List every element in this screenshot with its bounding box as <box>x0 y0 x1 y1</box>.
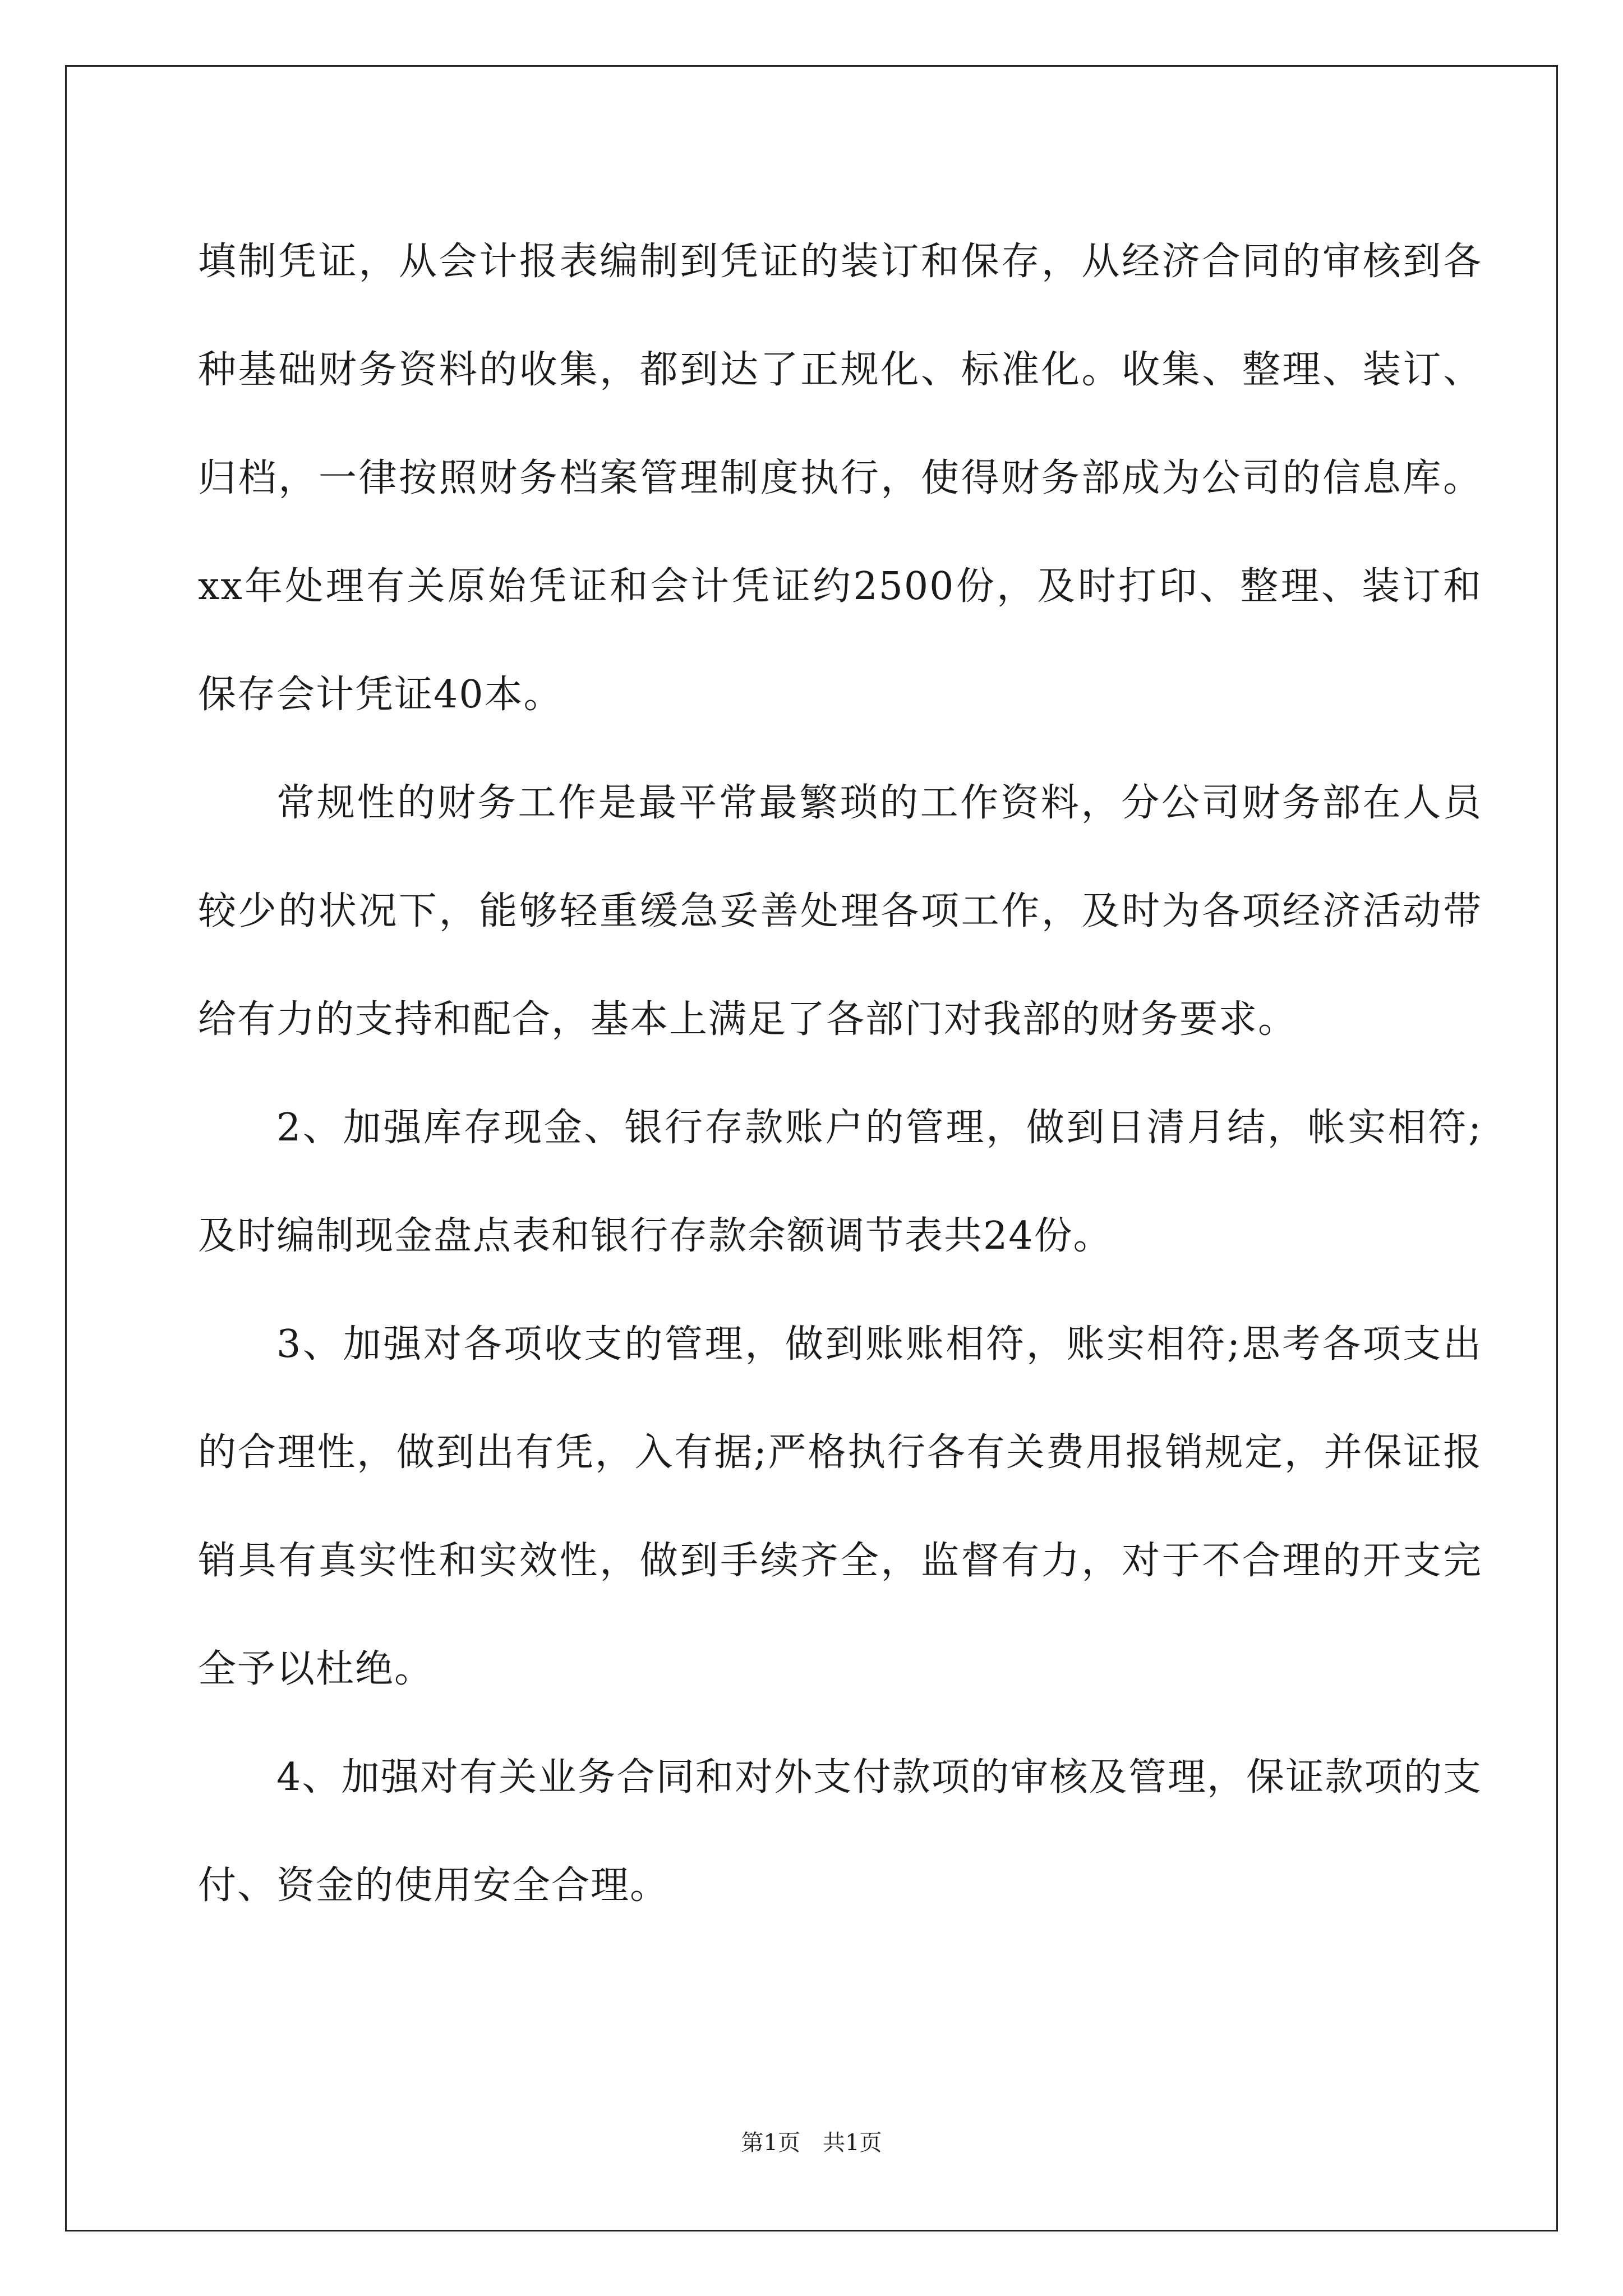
paragraph-4: 3、加强对各项收支的管理，做到账账相符，账实相符;思考各项支出的合理性，做到出有凭，入有据;严格执行各有关费用报销规定，并保证报销具有真实性和实效性，做到手续齐全，监督有力，对于不合理的开支完全予以杜绝。 <box>198 1322 1482 1691</box>
paragraph-3: 2、加强库存现金、银行存款账户的管理，做到日清月结，帐实相符;及时编制现金盘点表和银行存款余额调节表共24份。 <box>198 1106 1482 1258</box>
page-footer: 第1页 共1页 <box>741 2130 882 2156</box>
document-body <box>198 208 1482 1940</box>
paragraph-1: 填制凭证，从会计报表编制到凭证的装订和保存，从经济合同的审核到各种基础财务资料的收集，都到达了正规化、标准化。收集、整理、装订、归档，一律按照财务档案管理制度执行，使得财务部成为公司的信息库。xx年处理有关原始凭证和会计凭证约2500份，及时打印、整理、装订和保存会计凭证40本。 <box>198 240 1482 717</box>
paragraph-2: 常规性的财务工作是最平常最繁琐的工作资料，分公司财务部在人员较少的状况下，能够轻重缓急妥善处理各项工作，及时为各项经济活动带给有力的支持和配合，基本上满足了各部门对我部的财务要求。 <box>198 781 1482 1042</box>
paragraph-5: 4、加强对有关业务合同和对外支付款项的审核及管理，保证款项的支付、资金的使用安全合理。 <box>198 1755 1482 1908</box>
